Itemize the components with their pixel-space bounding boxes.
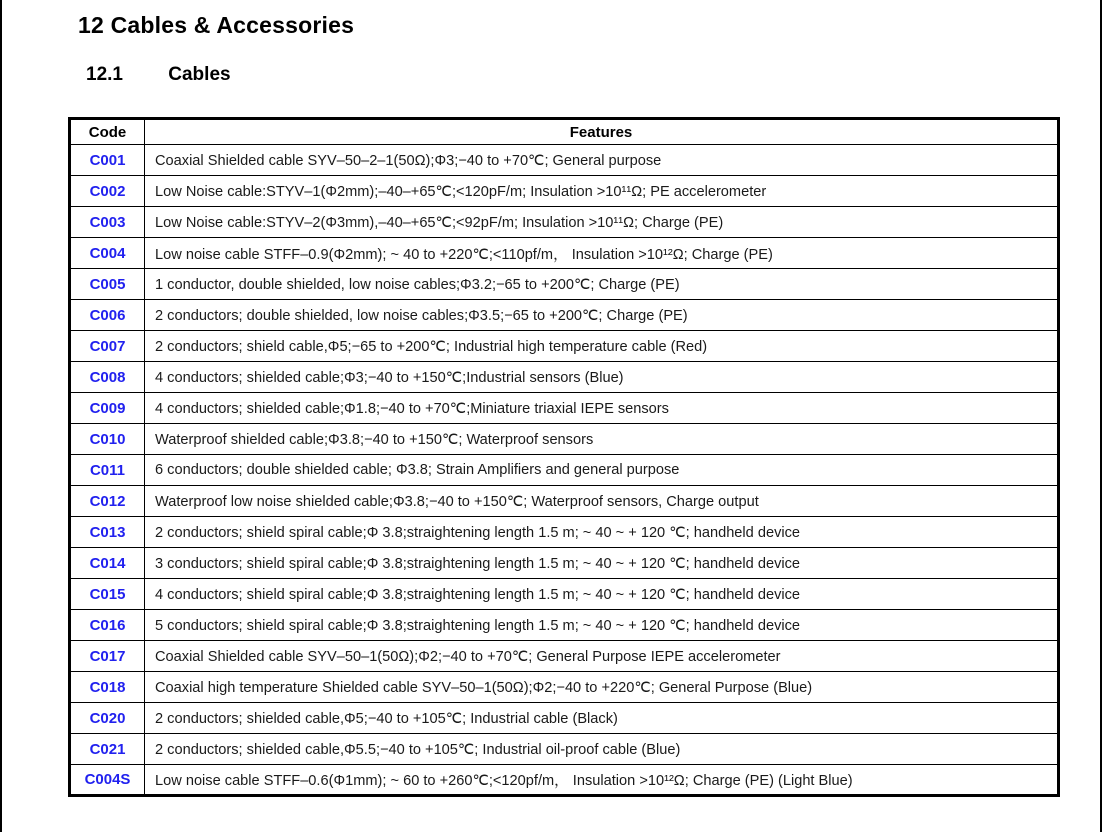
table-row — [70, 486, 1059, 517]
code-cell: C005 — [70, 269, 145, 300]
table-row — [70, 207, 1059, 238]
features-cell: 4 conductors; shield spiral cable;Φ 3.8;straightening length 1.5 m; ~ 40 ~ + 120 ℃; handheld device — [145, 579, 1059, 610]
code-cell: C020 — [70, 703, 145, 734]
cables-table-body — [70, 145, 1059, 796]
table-row — [70, 393, 1059, 424]
section-heading — [86, 64, 231, 86]
table-row — [70, 331, 1059, 362]
code-cell: C006 — [70, 300, 145, 331]
table-row — [70, 269, 1059, 300]
table-row — [70, 579, 1059, 610]
code-cell: C001 — [70, 145, 145, 176]
features-cell: Low noise cable STFF–0.9(Φ2mm); ~ 40 to +220℃;<110pf/m， Insulation >10¹²Ω; Charge (PE) — [145, 238, 1059, 269]
features-cell: 4 conductors; shielded cable;Φ3;−40 to +150℃;Industrial sensors (Blue) — [145, 362, 1059, 393]
table-row — [70, 610, 1059, 641]
code-cell: C015 — [70, 579, 145, 610]
code-cell: C004S — [70, 765, 145, 796]
table-header-row — [70, 119, 1059, 145]
table-row — [70, 145, 1059, 176]
table-row — [70, 455, 1059, 486]
table-row — [70, 765, 1059, 796]
table-row — [70, 641, 1059, 672]
table-row — [70, 300, 1059, 331]
features-cell: Coaxial Shielded cable SYV–50–1(50Ω);Φ2;−40 to +70℃; General Purpose IEPE accelerometer — [145, 641, 1059, 672]
features-cell: Coaxial high temperature Shielded cable SYV–50–1(50Ω);Φ2;−40 to +220℃; General Purpose (Blue) — [145, 672, 1059, 703]
features-cell: 5 conductors; shield spiral cable;Φ 3.8;straightening length 1.5 m; ~ 40 ~ + 120 ℃; handheld device — [145, 610, 1059, 641]
code-cell: C016 — [70, 610, 145, 641]
section-title: Cables — [168, 64, 231, 85]
features-cell: 2 conductors; shielded cable,Φ5.5;−40 to +105℃; Industrial oil-proof cable (Blue) — [145, 734, 1059, 765]
code-cell: C011 — [70, 455, 145, 486]
code-cell: C017 — [70, 641, 145, 672]
table-row — [70, 672, 1059, 703]
features-cell: 6 conductors; double shielded cable; Φ3.8; Strain Amplifiers and general purpose — [145, 455, 1059, 486]
cables-table — [68, 117, 1060, 797]
page-left-border — [0, 0, 2, 832]
code-cell: C003 — [70, 207, 145, 238]
code-cell: C018 — [70, 672, 145, 703]
features-cell: Coaxial Shielded cable SYV–50–2–1(50Ω);Φ3;−40 to +70℃; General purpose — [145, 145, 1059, 176]
code-cell: C010 — [70, 424, 145, 455]
features-cell: 2 conductors; shield cable,Φ5;−65 to +200℃; Industrial high temperature cable (Red) — [145, 331, 1059, 362]
section-number: 12.1 — [86, 64, 123, 85]
table-row — [70, 238, 1059, 269]
table-row — [70, 703, 1059, 734]
code-cell: C013 — [70, 517, 145, 548]
code-cell: C014 — [70, 548, 145, 579]
code-cell: C008 — [70, 362, 145, 393]
features-cell: Low Noise cable:STYV–1(Φ2mm);–40–+65℃;<120pF/m; Insulation >10¹¹Ω; PE accelerometer — [145, 176, 1059, 207]
features-cell: 2 conductors; double shielded, low noise cables;Φ3.5;−65 to +200℃; Charge (PE) — [145, 300, 1059, 331]
features-cell: 3 conductors; shield spiral cable;Φ 3.8;straightening length 1.5 m; ~ 40 ~ + 120 ℃; handheld device — [145, 548, 1059, 579]
column-header-code: Code — [70, 119, 145, 145]
features-cell: Waterproof shielded cable;Φ3.8;−40 to +150℃; Waterproof sensors — [145, 424, 1059, 455]
code-cell: C012 — [70, 486, 145, 517]
page-title: 12 Cables & Accessories — [78, 12, 355, 38]
features-cell: Low Noise cable:STYV–2(Φ3mm),–40–+65℃;<92pF/m; Insulation >10¹¹Ω; Charge (PE) — [145, 207, 1059, 238]
features-cell: 1 conductor, double shielded, low noise cables;Φ3.2;−65 to +200℃; Charge (PE) — [145, 269, 1059, 300]
code-cell: C009 — [70, 393, 145, 424]
features-cell: Waterproof low noise shielded cable;Φ3.8;−40 to +150℃; Waterproof sensors, Charge output — [145, 486, 1059, 517]
code-cell: C004 — [70, 238, 145, 269]
table-row — [70, 734, 1059, 765]
features-cell: Low noise cable STFF–0.6(Φ1mm); ~ 60 to +260℃;<120pf/m， Insulation >10¹²Ω; Charge (PE) (Light Blue) — [145, 765, 1059, 796]
features-cell: 4 conductors; shielded cable;Φ1.8;−40 to +70℃;Miniature triaxial IEPE sensors — [145, 393, 1059, 424]
table-row — [70, 548, 1059, 579]
column-header-features: Features — [145, 119, 1059, 145]
code-cell: C007 — [70, 331, 145, 362]
code-cell: C002 — [70, 176, 145, 207]
features-cell: 2 conductors; shielded cable,Φ5;−40 to +105℃; Industrial cable (Black) — [145, 703, 1059, 734]
table-row — [70, 517, 1059, 548]
features-cell: 2 conductors; shield spiral cable;Φ 3.8;straightening length 1.5 m; ~ 40 ~ + 120 ℃; handheld device — [145, 517, 1059, 548]
table-row — [70, 176, 1059, 207]
table-row — [70, 362, 1059, 393]
table-row — [70, 424, 1059, 455]
code-cell: C021 — [70, 734, 145, 765]
